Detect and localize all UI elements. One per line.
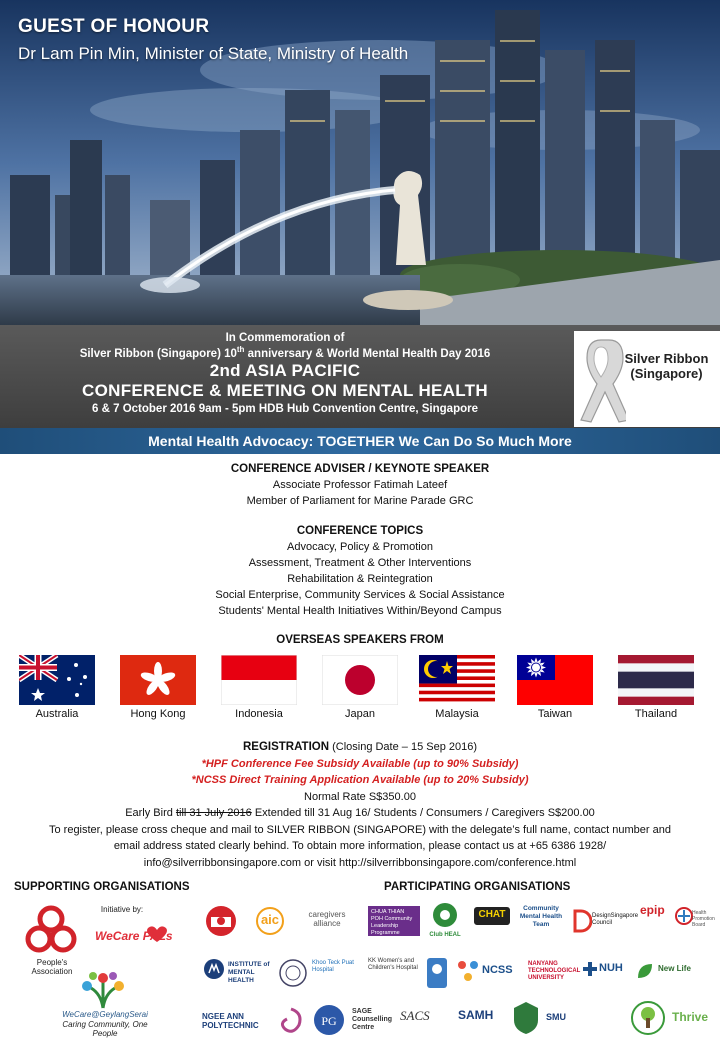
japan-flag-icon [322, 655, 398, 705]
ncss-subsidy: *NCSS Direct Training Application Available (up to 20% Subsidy) [191, 774, 529, 786]
new-life-logo [636, 962, 716, 986]
sage-label: SAGE Counselling Centre [352, 1008, 393, 1031]
tree-circle-icon [630, 1000, 666, 1036]
epip-label: epip [640, 903, 665, 917]
tagline: Mental Health Advocacy: TOGETHER We Can Do So Much More [0, 428, 720, 454]
wecare-pals-label: WeCare PALs [95, 929, 173, 943]
anniversary-prefix: Silver Ribbon (Singapore) 10 [79, 347, 237, 360]
hpf-subsidy: *HPF Conference Fee Subsidy Available (up to 90% Subsidy) [201, 757, 519, 770]
anniversary-suffix: anniversary & World Mental Health Day 2016 [244, 347, 491, 360]
ribbon-blue-icon [426, 957, 448, 989]
early-bird-prefix: Early Bird [125, 807, 176, 819]
emblem-icon [278, 958, 308, 988]
adviser-heading: CONFERENCE ADVISER / KEYNOTE SPEAKER [230, 463, 490, 475]
new-life-label: New Life [658, 964, 691, 973]
sage-logo [352, 1008, 396, 1036]
club-heal-label: Club HEAL [429, 932, 461, 938]
community-mental-health-label: Community Mental Health Team [519, 905, 563, 928]
commemoration-line: In Commemoration of [225, 332, 345, 344]
early-bird-suffix: Extended till 31 Aug 16/ Students / Consumers / Caregivers S$200.00 [251, 807, 595, 819]
club-heal-logo [427, 902, 463, 940]
topics-heading: CONFERENCE TOPICS [296, 525, 424, 537]
nuh-logo [583, 962, 631, 986]
sacs-label: SACS [400, 1008, 430, 1023]
country-label: Malaysia [435, 708, 479, 720]
closing-date: (Closing Date – 15 Sep 2016) [329, 741, 478, 753]
country-label: Japan [345, 708, 375, 720]
peoples-association-label: People's Association [31, 958, 73, 976]
hpb-label: Health Promotion Board [692, 910, 715, 928]
instructions-line: info@silverribbonsingapore.com or visit http://silverribbonsingapore.com/conference.html [143, 856, 577, 869]
participating-heading: PARTICIPATING ORGANISATIONS [384, 881, 571, 893]
kkh-logo [368, 958, 422, 988]
registration-heading: REGISTRATION [242, 741, 330, 753]
design-singapore-icon [572, 909, 592, 933]
thailand-flag-icon [618, 655, 694, 705]
imh-logo [203, 958, 273, 988]
aic-label: aic [260, 912, 280, 927]
country-label: Thailand [634, 708, 678, 720]
ngee-ann-logo [202, 1012, 272, 1034]
topic-item: Advocacy, Policy & Promotion [287, 541, 433, 553]
people-figures-icon [455, 957, 481, 989]
samh-logo [458, 1008, 506, 1034]
crest-green-icon [511, 1000, 541, 1036]
normal-rate: Normal Rate S$350.00 [304, 790, 416, 803]
samh-label: SAMH [458, 1008, 494, 1022]
thrive-label: Thrive [672, 1010, 709, 1024]
anniversary-sup: th [236, 345, 245, 354]
malaysia-flag-icon [419, 655, 495, 705]
hpb-icon [674, 906, 694, 926]
topic-item: Social Enterprise, Community Services & Social Assistance [215, 589, 505, 601]
early-bird-line [0, 805, 720, 822]
club-heal-icon [427, 902, 463, 932]
imh-icon [203, 958, 225, 980]
adviser-name: Associate Professor Fatimah Lateef [272, 479, 448, 491]
nuh-cross-icon [583, 962, 597, 976]
overseas-heading-wrap [0, 634, 720, 646]
swirl-logo-icon [275, 1005, 307, 1037]
country-label: Indonesia [235, 708, 283, 720]
geylang-serai-tagline: Caring Community, One People [62, 1020, 148, 1038]
thrive-logo [672, 1010, 718, 1032]
ntu-label: NANYANG TECHNOLOGICAL UNIVERSITY [528, 961, 581, 981]
taiwan-flag-icon [517, 655, 593, 705]
country-label: Australia [35, 708, 79, 720]
leaf-icon [636, 962, 654, 980]
conference-title-line2: CONFERENCE & MEETING ON MENTAL HEALTH [82, 380, 488, 400]
svg-text:PG: PG [321, 1014, 337, 1028]
registration-section [0, 739, 720, 871]
ncss-label: NCSS [482, 964, 513, 976]
community-leadership-label: CHUA THIAN POH Community Leadership Programme [371, 909, 413, 936]
hero-photo [0, 0, 720, 325]
nuh-label: NUH [599, 962, 623, 974]
ktph-logo [312, 960, 364, 988]
geylang-serai-logo-icon [73, 970, 133, 1010]
australia-flag-icon [19, 655, 95, 705]
geylang-serai-label: WeCare@GeylangSerai [62, 1010, 148, 1019]
circle-logo-icon [312, 1003, 346, 1037]
country-label: Taiwan [537, 708, 573, 720]
topics-section [0, 523, 720, 619]
smu-logo [546, 1012, 602, 1034]
topic-item: Students' Mental Health Initiatives Within/Beyond Campus [218, 605, 502, 617]
indonesia-flag-icon [221, 655, 297, 705]
sacs-logo [400, 1008, 448, 1034]
imh-label: INSTITUTE of MENTAL HEALTH [228, 961, 270, 984]
design-singapore-label: DesignSingapore Council [592, 913, 639, 926]
adviser-section [0, 461, 720, 509]
instructions-line: email address stated clearly behind. To obtain more information, please contact us at +65 6386 1928/ [113, 840, 607, 852]
wecare-pals-logo [95, 922, 175, 958]
guest-of-honour-title: GUEST OF HONOUR [18, 16, 210, 37]
registration-heading-line [0, 739, 720, 756]
caregivers-alliance-label: caregivers alliance [308, 910, 346, 928]
topic-item: Assessment, Treatment & Other Interventions [248, 557, 472, 569]
chat-label: CHAT [478, 909, 506, 920]
adviser-role: Member of Parliament for Marine Parade GRC [246, 495, 474, 507]
ncss-logo [482, 964, 524, 986]
hpb-logo [674, 906, 718, 936]
smu-label: SMU [546, 1012, 566, 1022]
hong-kong-flag-icon [120, 655, 196, 705]
flags-row [0, 655, 720, 725]
instructions-line: To register, please cross cheque and mail to SILVER RIBBON (SINGAPORE) with the delegate’s full name, contact number and [48, 823, 671, 836]
supporting-heading: SUPPORTING ORGANISATIONS [14, 881, 190, 893]
overseas-heading: OVERSEAS SPEAKERS FROM [276, 634, 444, 646]
ngee-ann-label: NGEE ANN POLYTECHNIC [202, 1012, 259, 1030]
guest-of-honour-name: Dr Lam Pin Min, Minister of State, Ministry of Health [18, 44, 409, 63]
community-leadership-logo [368, 906, 420, 936]
epip-logo [640, 903, 670, 939]
peoples-association-logo-icon [25, 905, 77, 957]
date-venue: 6 & 7 October 2016 9am - 5pm HDB Hub Convention Centre, Singapore [92, 402, 478, 415]
banner-text [0, 325, 570, 428]
country-label: Hong Kong [130, 708, 186, 720]
silver-ribbon-logo [574, 331, 720, 427]
aic-logo [250, 907, 290, 935]
early-bird-struck: till 31 July 2016 [175, 807, 252, 819]
conference-title-line1: 2nd ASIA PACIFIC [209, 360, 361, 380]
kkh-label: KK Women's and Children's Hospital [368, 958, 418, 971]
singapore-crest-icon [202, 903, 240, 939]
ktph-label: Khoo Teck Puat Hospital [312, 960, 354, 973]
topic-item: Rehabilitation & Reintegration [287, 573, 433, 585]
silver-ribbon-label: Silver Ribbon (Singapore) [624, 351, 709, 381]
anniversary-line [0, 345, 570, 360]
initiative-label: Initiative by: [100, 905, 144, 914]
ntu-logo [528, 961, 580, 987]
design-singapore-logo [572, 909, 639, 935]
chat-logo [472, 905, 512, 937]
